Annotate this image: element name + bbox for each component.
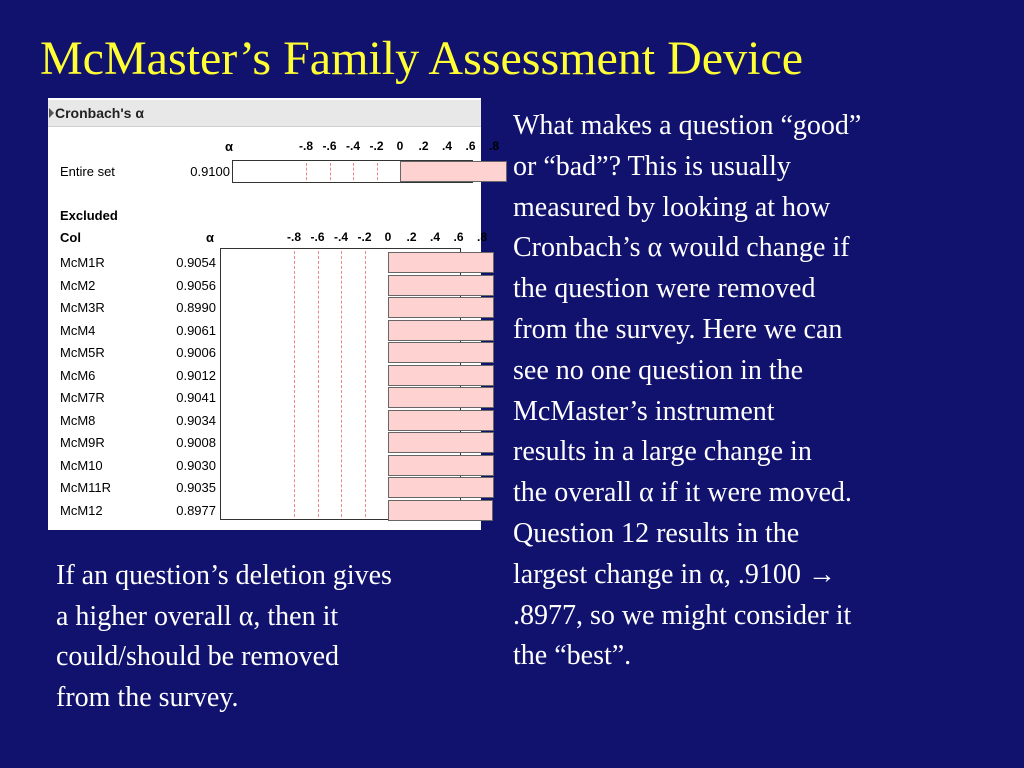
excluded-col-name: McM4 [60, 322, 96, 338]
top-axis-tick-label: .6 [465, 139, 476, 153]
deletion-note-text [56, 556, 476, 718]
excluded-col-name: McM1R [60, 255, 105, 270]
explanation-line: largest change in α, .9100 → [513, 558, 836, 590]
excluded-alpha-value: 0.9034 [176, 412, 216, 428]
negative-gridline [353, 163, 354, 180]
excluded-alpha-bar [388, 432, 494, 453]
bottom-axis-tick-label: -.4 [333, 230, 348, 244]
excluded-alpha-value: 0.9054 [176, 255, 216, 270]
top-axis-tick-label: 0 [396, 139, 404, 153]
explanation-line: from the survey. Here we can [513, 313, 843, 345]
excluded-alpha-value: 0.8977 [176, 502, 216, 518]
excluded-col-name: McM8 [60, 412, 96, 428]
deletion-note-line: a higher overall α, then it [56, 600, 339, 632]
entire-set-alpha: 0.9100 [190, 164, 230, 179]
excluded-chart [220, 248, 461, 520]
excluded-alpha-value: 0.9056 [176, 277, 216, 293]
explanation-line: Question 12 results in the [513, 517, 800, 549]
negative-gridline [294, 251, 295, 517]
excluded-alpha-bar [388, 342, 494, 363]
excluded-alpha-bar [388, 320, 494, 341]
deletion-note-line: could/should be removed [56, 641, 340, 672]
explanation-line: the “best”. [513, 640, 632, 672]
excluded-alpha-column-header: α [206, 230, 214, 245]
explanation-line: see no one question in the [513, 354, 804, 386]
explanation-line: measured by looking at how [513, 191, 831, 223]
bottom-axis-tick-label: -.2 [357, 230, 372, 244]
bottom-axis-tick-label: 0 [384, 230, 392, 244]
entire-set-alpha-bar [400, 161, 507, 182]
excluded-alpha-bar [388, 410, 494, 431]
excluded-alpha-value: 0.9006 [176, 345, 216, 360]
excluded-col-name: McM5R [60, 345, 105, 360]
excluded-alpha-value: 0.9061 [176, 322, 216, 338]
bottom-axis-tick-label: .2 [406, 230, 417, 244]
excluded-alpha-bar [388, 477, 494, 498]
negative-gridline [341, 251, 342, 517]
explanation-line: Cronbach’s α would change if [513, 232, 850, 264]
excluded-col-name: McM6 [60, 367, 96, 383]
explanation-line: or “bad”? This is usually [513, 150, 791, 182]
slide-title: McMaster’s Family Assessment Device [40, 32, 804, 85]
bottom-axis-tick-label: .4 [429, 230, 440, 244]
deletion-note-line: from the survey. [56, 681, 239, 713]
excluded-col-name: McM10 [60, 457, 103, 473]
explanation-line: results in a large change in [513, 436, 812, 468]
top-axis-tick-label: .2 [418, 139, 429, 153]
excluded-alpha-value: 0.9035 [176, 480, 216, 495]
excluded-alpha-bar [388, 252, 494, 273]
explanation-line: What makes a question “good” [513, 110, 862, 141]
bottom-axis-tick-label: -.6 [310, 230, 325, 244]
report-header[interactable] [48, 100, 481, 127]
explanation-line: McMaster’s instrument [513, 395, 775, 427]
bottom-axis-tick-label: .8 [476, 230, 487, 244]
excluded-alpha-value: 0.9012 [176, 367, 216, 383]
explanation-line: .8977, so we might consider it [513, 599, 852, 631]
entire-set-chart [232, 160, 473, 183]
excluded-col-name: McM12 [60, 502, 103, 518]
negative-gridline [318, 251, 319, 517]
bottom-axis-tick-label: .6 [453, 230, 464, 244]
excluded-col-name: McM3R [60, 300, 105, 315]
explanation-text [513, 106, 983, 677]
explanation-line: the overall α if it were moved. [513, 477, 852, 509]
negative-gridline [330, 163, 331, 180]
excluded-alpha-bar [388, 275, 494, 296]
excluded-alpha-bar [388, 500, 493, 521]
excluded-col-name: McM11R [60, 480, 112, 495]
excluded-alpha-value: 0.9030 [176, 457, 216, 473]
explanation-line: the question were removed [513, 273, 816, 305]
excluded-col-name: McM7R [60, 390, 105, 405]
bottom-axis-tick-label: -.8 [286, 230, 301, 244]
top-axis-tick-label: -.6 [322, 139, 337, 153]
cronbach-alpha-report [48, 98, 499, 530]
excluded-alpha-bar [388, 455, 494, 476]
excluded-alpha-bar [388, 297, 494, 318]
top-axis-tick-label: .8 [488, 139, 499, 153]
negative-gridline [377, 163, 378, 180]
excluded-alpha-bar [388, 365, 494, 386]
excluded-alpha-bar [388, 387, 494, 408]
top-axis-tick-label: -.4 [345, 139, 360, 153]
disclosure-triangle-icon[interactable] [49, 108, 54, 118]
excluded-label: Excluded [60, 208, 118, 223]
negative-gridline [306, 163, 307, 180]
excluded-alpha-value: 0.9041 [176, 390, 216, 405]
alpha-column-header: α [225, 139, 233, 154]
negative-gridline [365, 251, 366, 517]
top-axis-tick-label: -.8 [298, 139, 313, 153]
excluded-col-name: McM9R [60, 435, 105, 450]
report-title: Cronbach's α [55, 105, 144, 121]
top-axis-tick-label: .4 [441, 139, 452, 153]
excluded-alpha-value: 0.9008 [176, 435, 216, 450]
deletion-note-line: If an question’s deletion gives [56, 560, 392, 591]
excluded-col-name: McM2 [60, 277, 96, 293]
entire-set-label: Entire set [60, 164, 115, 179]
excluded-alpha-value: 0.8990 [176, 300, 216, 315]
col-column-header: Col [60, 230, 81, 245]
top-axis-tick-label: -.2 [369, 139, 384, 153]
